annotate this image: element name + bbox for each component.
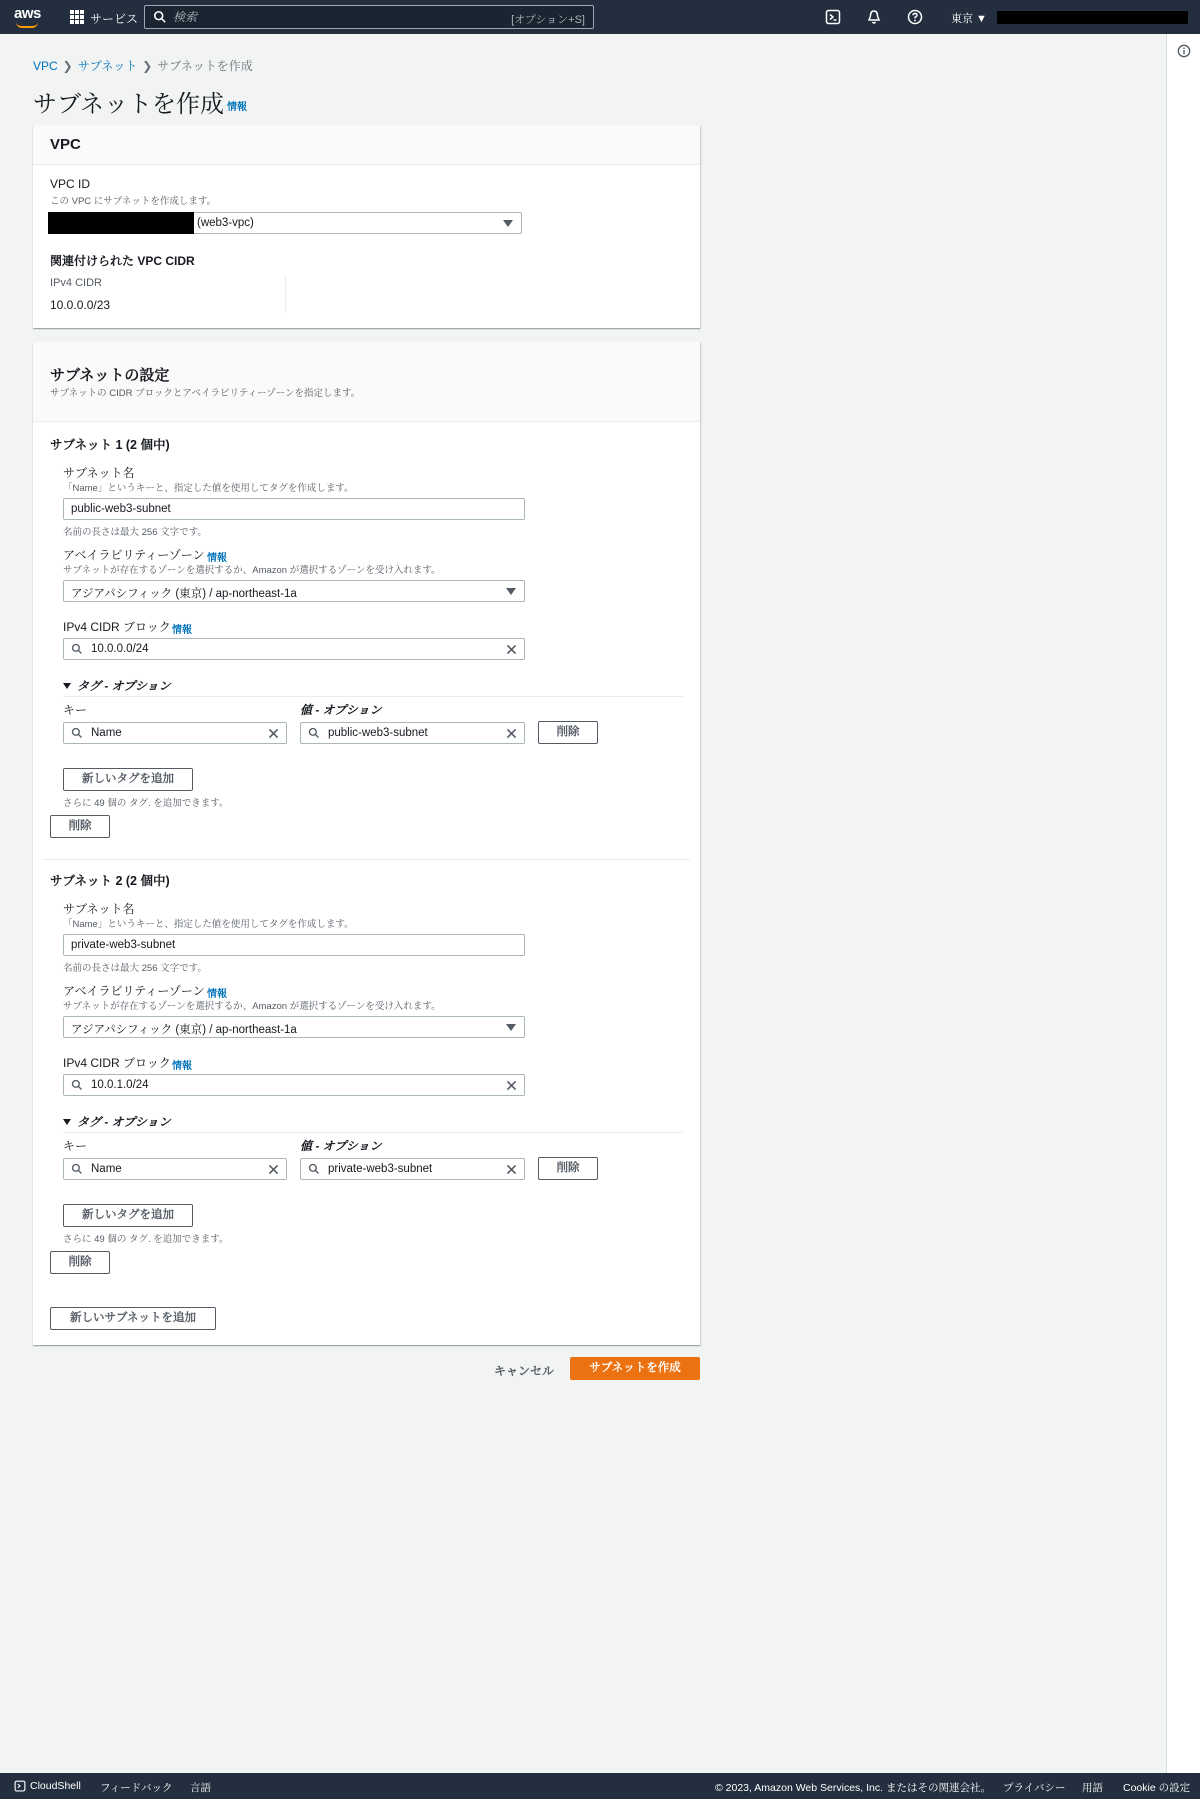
subnet-2-tags-toggle[interactable]	[63, 1113, 171, 1130]
vpc-panel	[33, 125, 700, 328]
subnet-1-tag-key-value: Name	[91, 727, 122, 739]
footer-cookie-link[interactable]: Cookie の設定	[1123, 1782, 1191, 1794]
subnet-2-tag-key-value: Name	[91, 1163, 122, 1175]
tags-divider	[63, 1132, 683, 1133]
subnet-2-tag-key-label: キー	[63, 1139, 88, 1153]
subnet-2-tag-value-input[interactable]	[300, 1158, 525, 1180]
clear-icon[interactable]	[267, 727, 280, 740]
vpc-id-suffix: (web3-vpc)	[197, 217, 254, 229]
subnet-1-az-label: アベイラビリティーゾーン	[63, 548, 205, 562]
subnet-1-cidr-input[interactable]	[63, 638, 525, 660]
aws-logo[interactable]	[14, 5, 44, 29]
subnet-1-az-info-link[interactable]: 情報	[207, 553, 227, 564]
bell-icon[interactable]	[866, 9, 882, 25]
search-icon	[153, 10, 167, 24]
subnet-2-name-description: 「Name」というキーと、指定した値を使用してタグを作成します。	[63, 919, 354, 930]
services-menu-button[interactable]: サービス	[90, 12, 139, 26]
search-shortcut-hint: [オプション+S]	[511, 14, 585, 26]
subnet-2-add-tag-button[interactable]: 新しいタグを追加	[63, 1204, 193, 1227]
subnet-1-tag-value-label: 値 - オプション	[300, 703, 382, 717]
subnet-1-cidr-value: 10.0.0.0/24	[91, 643, 149, 655]
global-search[interactable]	[144, 5, 594, 29]
subnet-1-name-hint: 名前の長さは最大 256 文字です。	[63, 527, 207, 538]
subnet-2-cidr-label: IPv4 CIDR ブロック	[63, 1056, 171, 1070]
subnet-2-cidr-input[interactable]	[63, 1074, 525, 1096]
breadcrumb	[33, 57, 253, 74]
page-title: サブネットを作成	[33, 91, 225, 118]
chevron-down-icon	[506, 1024, 516, 1031]
cloudshell-icon[interactable]	[825, 9, 841, 25]
footer-bar	[0, 1773, 1200, 1799]
subnet-1-tag-value-input[interactable]	[300, 722, 525, 744]
subnet-1-tag-value-value: public-web3-subnet	[328, 727, 428, 739]
create-subnet-button[interactable]: サブネットを作成	[570, 1357, 700, 1380]
account-menu-redacted[interactable]	[997, 11, 1188, 24]
chevron-down-icon	[506, 588, 516, 595]
subnet-2-name-hint: 名前の長さは最大 256 文字です。	[63, 963, 207, 974]
vpc-panel-heading: VPC	[50, 136, 81, 153]
subnet-1-remove-button[interactable]: 削除	[50, 815, 110, 838]
footer-feedback-link[interactable]: フィードバック	[100, 1782, 173, 1794]
vpc-panel-header	[33, 125, 700, 165]
help-icon[interactable]	[907, 9, 923, 25]
aws-smile-icon	[16, 22, 38, 28]
subnet-1-cidr-label: IPv4 CIDR ブロック	[63, 620, 171, 634]
aws-logo-text: aws	[14, 5, 41, 22]
subnet-1-title: サブネット 1 (2 個中)	[50, 438, 170, 452]
clear-icon[interactable]	[505, 727, 518, 740]
subnet-1-tag-key-input[interactable]	[63, 722, 287, 744]
search-icon	[308, 1163, 320, 1175]
add-subnet-button[interactable]: 新しいサブネットを追加	[50, 1307, 216, 1330]
clear-icon[interactable]	[267, 1163, 280, 1176]
vpc-id-description: この VPC にサブネットを作成します。	[50, 196, 217, 207]
subnet-2-tag-limit-hint: さらに 49 個の タグ. を追加できます。	[63, 1234, 229, 1245]
search-icon	[71, 643, 83, 655]
subnet-1-tags-toggle[interactable]	[63, 677, 171, 694]
cloudshell-icon[interactable]	[14, 1780, 26, 1792]
subnet-2-tag-value-value: private-web3-subnet	[328, 1163, 433, 1175]
clear-icon[interactable]	[505, 643, 518, 656]
subnet-1-tags-toggle-label: タグ - オプション	[77, 679, 171, 693]
services-grid-icon[interactable]	[70, 10, 84, 24]
search-icon	[71, 1163, 83, 1175]
vpc-id-label: VPC ID	[50, 177, 91, 191]
subnet-1-tag-key-label: キー	[63, 703, 88, 717]
footer-language-link[interactable]: 言語	[190, 1782, 211, 1794]
subnet-panel-heading: サブネットの設定	[50, 367, 170, 384]
footer-copyright: © 2023, Amazon Web Services, Inc. またはその関連会社。	[715, 1782, 991, 1794]
subnet-1-name-label: サブネット名	[63, 466, 135, 480]
info-panel-icon[interactable]	[1177, 44, 1191, 58]
subnet-1-name-input[interactable]	[63, 498, 525, 520]
chevron-down-icon	[503, 220, 513, 227]
subnet-2-name-label: サブネット名	[63, 902, 135, 916]
caret-down-icon	[63, 1119, 71, 1125]
search-icon	[308, 727, 320, 739]
breadcrumb-subnets[interactable]: サブネット	[77, 59, 138, 73]
subnet-2-cidr-info-link[interactable]: 情報	[172, 1061, 192, 1072]
breadcrumb-current: サブネットを作成	[157, 59, 253, 73]
subnet-2-az-label: アベイラビリティーゾーン	[63, 984, 205, 998]
search-input[interactable]	[173, 9, 473, 25]
tags-divider	[63, 696, 683, 697]
footer-privacy-link[interactable]: プライバシー	[1003, 1782, 1066, 1794]
subnet-1-name-description: 「Name」というキーと、指定した値を使用してタグを作成します。	[63, 483, 354, 494]
right-tools-rail	[1166, 34, 1200, 1773]
subnet-2-name-input[interactable]	[63, 934, 525, 956]
subnet-2-tags-toggle-label: タグ - オプション	[77, 1115, 171, 1129]
chevron-right-icon: ❯	[142, 59, 153, 73]
breadcrumb-vpc[interactable]: VPC	[33, 59, 58, 73]
subnet-1-cidr-info-link[interactable]: 情報	[172, 625, 192, 636]
subnet-2-name-value: private-web3-subnet	[71, 939, 176, 951]
ipv4-cidr-label: IPv4 CIDR	[50, 277, 102, 289]
cancel-button[interactable]: キャンセル	[494, 1364, 555, 1378]
footer-cloudshell-link[interactable]: CloudShell	[30, 1780, 81, 1792]
subnet-settings-panel	[33, 342, 700, 1345]
subnet-2-tag-value-label: 値 - オプション	[300, 1139, 382, 1153]
clear-icon[interactable]	[505, 1163, 518, 1176]
footer-terms-link[interactable]: 用語	[1082, 1782, 1103, 1794]
subnet-1-group	[33, 435, 700, 855]
ipv4-cidr-value: 10.0.0.0/23	[50, 298, 111, 312]
subnet-panel-description: サブネットの CIDR ブロックとアベイラビリティーゾーンを指定します。	[50, 388, 361, 399]
top-navigation-bar	[0, 0, 1200, 34]
subnet-2-tag-key-input[interactable]	[63, 1158, 287, 1180]
vpc-id-redacted	[48, 212, 194, 234]
region-selector[interactable]: 東京 ▼	[951, 13, 987, 25]
subnet-2-az-description: サブネットが存在するゾーンを選択するか、Amazon が選択するゾーンを受け入れます。	[63, 1001, 441, 1012]
vpc-cidr-heading: 関連付けられた VPC CIDR	[50, 254, 195, 268]
chevron-right-icon: ❯	[62, 59, 73, 73]
vpc-id-select[interactable]	[48, 212, 522, 234]
search-icon	[71, 1079, 83, 1091]
subnet-1-tag-limit-hint: さらに 49 個の タグ. を追加できます。	[63, 798, 229, 809]
subnet-2-az-value: アジアパシフィック (東京) / ap-northeast-1a	[71, 1024, 297, 1036]
subnet-2-az-select[interactable]	[63, 1016, 525, 1038]
subnet-1-az-select[interactable]	[63, 580, 525, 602]
subnet-1-add-tag-button[interactable]: 新しいタグを追加	[63, 768, 193, 791]
subnet-2-cidr-value: 10.0.1.0/24	[91, 1079, 149, 1091]
subnet-divider	[43, 859, 690, 860]
subnet-1-remove-tag-button[interactable]: 削除	[538, 721, 598, 744]
page-info-link[interactable]: 情報	[227, 102, 247, 113]
subnet-2-title: サブネット 2 (2 個中)	[50, 874, 170, 888]
subnet-1-az-value: アジアパシフィック (東京) / ap-northeast-1a	[71, 588, 297, 600]
subnet-2-group	[33, 871, 700, 1291]
subnet-1-az-description: サブネットが存在するゾーンを選択するか、Amazon が選択するゾーンを受け入れます。	[63, 565, 441, 576]
search-icon	[71, 727, 83, 739]
column-divider	[285, 275, 286, 313]
subnet-2-remove-button[interactable]: 削除	[50, 1251, 110, 1274]
subnet-panel-header	[33, 342, 700, 422]
subnet-1-name-value: public-web3-subnet	[71, 503, 171, 515]
subnet-2-az-info-link[interactable]: 情報	[207, 989, 227, 1000]
clear-icon[interactable]	[505, 1079, 518, 1092]
subnet-2-remove-tag-button[interactable]: 削除	[538, 1157, 598, 1180]
caret-down-icon	[63, 683, 71, 689]
